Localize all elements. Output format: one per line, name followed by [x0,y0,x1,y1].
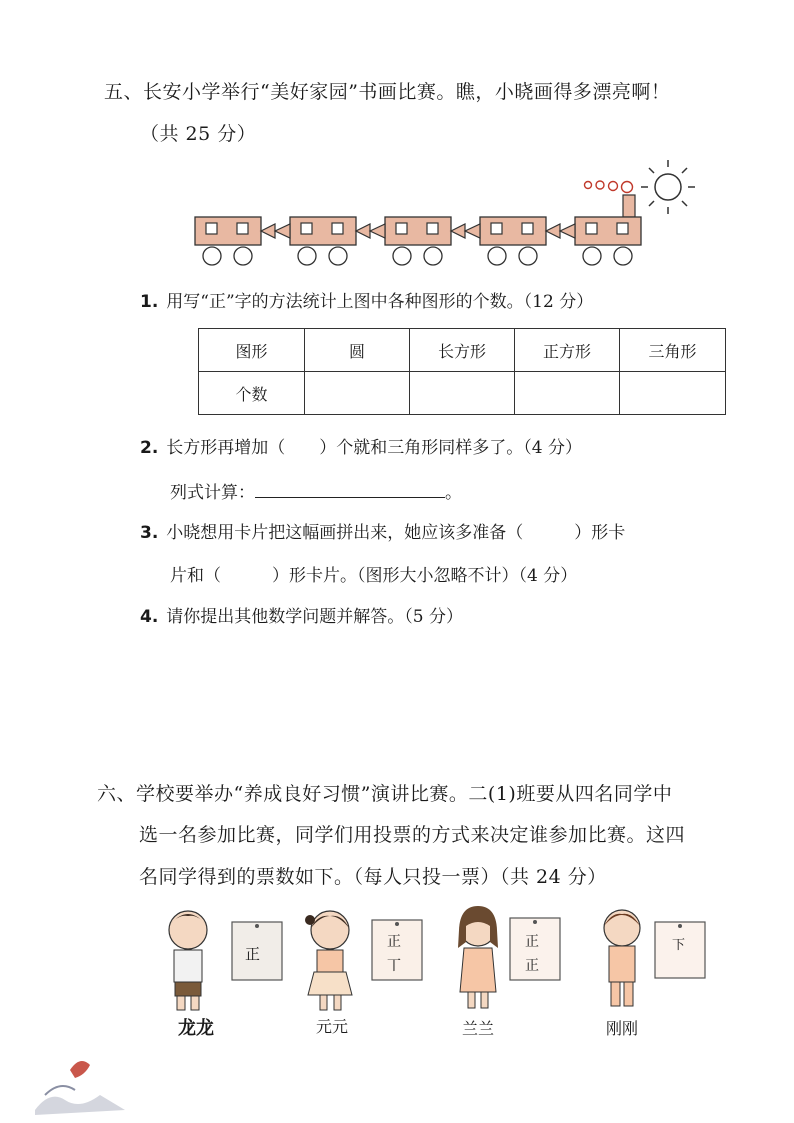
section6-line2: 选一名参加比赛，同学们用投票的方式来决定谁参加比赛。这四 [139,824,686,846]
section5-title-line1: 五、长安小学举行“美好家园”书画比赛。瞧，小晓画得多漂亮啊！ [104,81,671,103]
car-1 [195,217,261,245]
tally-yuanyuan-1: 正 [387,934,401,950]
answer-cell-rectangle[interactable] [410,372,515,415]
tally-ganggang: 下 [672,938,686,953]
chimney-icon [623,195,635,217]
section6-line1: 六、学校要举办“养成良好习惯”演讲比赛。二(1)班要从四名同学中 [97,783,673,805]
question-3: 3. 小晓想用卡片把这幅画拼出来，她应该多准备（ ）形卡 [140,523,626,543]
question-2-calculation: 列式计算： 。 [170,478,462,503]
engine [575,217,641,245]
table-header-cell: 图形 [199,329,305,372]
train-illustration [180,155,700,280]
smoke-icon [585,181,633,193]
shape-count-table [198,328,726,415]
table-header-row [199,329,726,372]
table-count-row [199,372,726,415]
table-header-cell: 三角形 [620,329,726,372]
tally-longlong: 正 [245,945,261,963]
tally-lanlan-1: 正 [525,934,539,950]
table-header-cell: 长方形 [410,329,515,372]
student-name-longlong: 龙龙 [178,1018,214,1039]
answer-cell-circle[interactable] [305,372,410,415]
answer-cell-square[interactable] [515,372,620,415]
corner-decoration-icon [30,1050,130,1120]
answer-cell-triangle[interactable] [620,372,726,415]
car-3 [385,217,451,245]
tally-yuanyuan-2: 丅 [387,958,401,974]
section5-title-line2: （共 25 分） [140,123,257,145]
car-2 [290,217,356,245]
table-header-cell: 正方形 [515,329,620,372]
student-name-lanlan: 兰兰 [462,1019,495,1038]
question-3-line2: 片和（ ）形卡片。（图形大小忽略不计）（4 分） [170,566,578,586]
question-2: 2. 长方形再增加（ ）个就和三角形同样多了。（4 分） [140,438,583,458]
student-yuanyuan-figure [305,911,352,1010]
calculation-blank[interactable] [255,479,445,498]
sun-icon [641,160,695,214]
car-4 [480,217,546,245]
student-name-ganggang: 刚刚 [606,1019,639,1038]
student-ganggang-figure [604,910,640,1006]
tally-lanlan-2: 正 [525,958,539,974]
question-1: 1. 用写“正”字的方法统计上图中各种图形的个数。（12 分） [140,292,594,312]
student-name-yuanyuan: 元元 [316,1017,349,1036]
student-lanlan-figure [458,906,498,1008]
table-header-cell: 圆 [305,329,410,372]
students-illustration [160,900,720,1015]
table-row-label: 个数 [199,372,305,415]
student-longlong-figure [169,911,207,1010]
section6-line3: 名同学得到的票数如下。（每人只投一票）（共 24 分） [139,866,607,888]
question-4: 4. 请你提出其他数学问题并解答。（5 分） [140,607,464,627]
